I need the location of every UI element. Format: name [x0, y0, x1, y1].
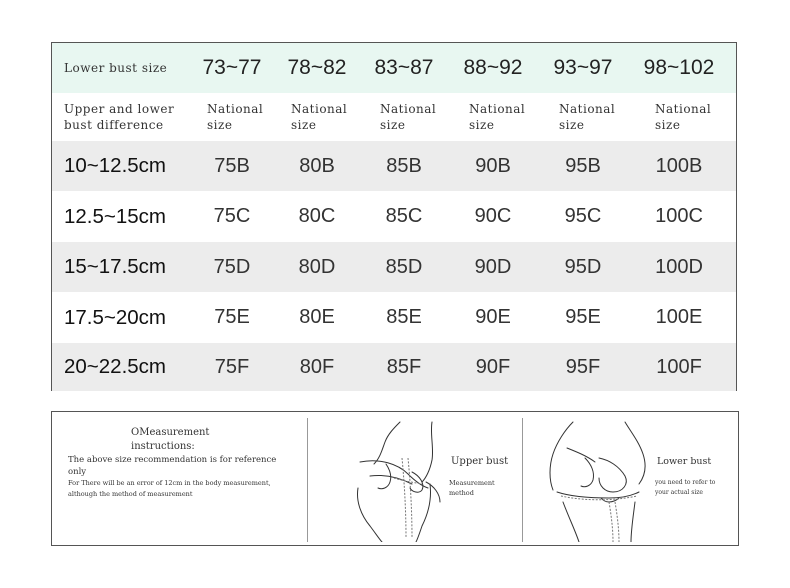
- upper-bust-method: Measurement method: [449, 479, 495, 497]
- size-col-3: 83~87: [374, 56, 434, 79]
- table-row: [52, 191, 736, 242]
- upper-bust-label: Upper bust: [451, 456, 509, 467]
- instructions-note: The above size recommendation is for reference only: [68, 455, 277, 477]
- size-cell: 85D: [385, 255, 423, 278]
- instructions-title: OMeasurement instructions:: [131, 427, 210, 452]
- size-cell: 90D: [474, 255, 512, 278]
- table-row: [52, 242, 736, 292]
- size-cell: 80B: [299, 154, 335, 177]
- size-cell: 100E: [655, 306, 703, 328]
- size-cell: 100C: [655, 205, 703, 227]
- national-size-2: National size: [291, 102, 348, 132]
- size-cell: 75B: [214, 154, 250, 177]
- size-chart-table: [51, 42, 737, 391]
- bust-difference-label: Upper and lower bust difference: [64, 102, 175, 132]
- size-cell: 85F: [386, 355, 422, 378]
- size-cell: 90F: [475, 355, 511, 378]
- size-col-5: 93~97: [553, 56, 613, 79]
- size-cell: 85C: [385, 205, 423, 227]
- size-cell: 75C: [213, 205, 251, 227]
- header-row: [52, 43, 736, 93]
- row-label: 20~22.5cm: [64, 355, 166, 378]
- lower-bust-size-label: Lower bust size: [64, 61, 168, 75]
- size-cell: 75D: [213, 255, 251, 278]
- table-row: [52, 292, 736, 343]
- national-size-5: National size: [559, 102, 616, 132]
- table-row: [52, 343, 736, 391]
- size-cell: 95F: [565, 355, 601, 378]
- instructions-error-note: For There will be an error of 12cm in the body measurement, although the method of measurement: [68, 479, 271, 498]
- size-cell: 95D: [564, 255, 602, 278]
- lower-bust-label: Lower bust: [657, 456, 712, 467]
- upper-bust-measurement-illustration: [330, 418, 455, 542]
- size-cell: 100F: [656, 355, 702, 378]
- size-cell: 75E: [214, 306, 250, 328]
- row-label: 15~17.5cm: [64, 255, 166, 278]
- size-cell: 80E: [299, 306, 335, 328]
- row-label: 17.5~20cm: [64, 305, 166, 329]
- size-cell: 90B: [475, 154, 511, 177]
- row-label: 12.5~15cm: [64, 204, 166, 228]
- table-row: [52, 141, 736, 191]
- national-size-3: National size: [380, 102, 437, 132]
- lower-bust-measurement-illustration: [539, 418, 649, 542]
- size-cell: 85E: [386, 306, 422, 328]
- size-col-1: 73~77: [202, 56, 262, 79]
- size-col-4: 88~92: [463, 56, 523, 79]
- lower-bust-note: you need to refer to your actual size: [655, 479, 716, 496]
- size-cell: 80C: [298, 205, 336, 227]
- size-cell: 95E: [565, 306, 601, 328]
- national-size-6: National size: [655, 102, 712, 132]
- measurement-instructions-panel: [51, 411, 739, 546]
- size-cell: 80F: [299, 355, 335, 378]
- size-cell: 95B: [565, 154, 601, 177]
- size-cell: 100D: [655, 255, 703, 278]
- panel-divider: [522, 418, 523, 542]
- panel-divider: [307, 418, 308, 542]
- size-cell: 80D: [298, 255, 336, 278]
- size-cell: 90E: [475, 306, 511, 328]
- size-cell: 75F: [214, 355, 250, 378]
- size-cell: 100B: [655, 154, 703, 177]
- size-cell: 85B: [386, 154, 422, 177]
- row-label: 10~12.5cm: [64, 154, 166, 177]
- national-size-4: National size: [469, 102, 526, 132]
- national-size-1: National size: [207, 102, 264, 132]
- size-cell: 90C: [474, 205, 512, 227]
- size-col-6: 98~102: [643, 56, 715, 79]
- size-cell: 95C: [564, 205, 602, 227]
- size-col-2: 78~82: [287, 56, 347, 79]
- subheader-row: [52, 93, 736, 141]
